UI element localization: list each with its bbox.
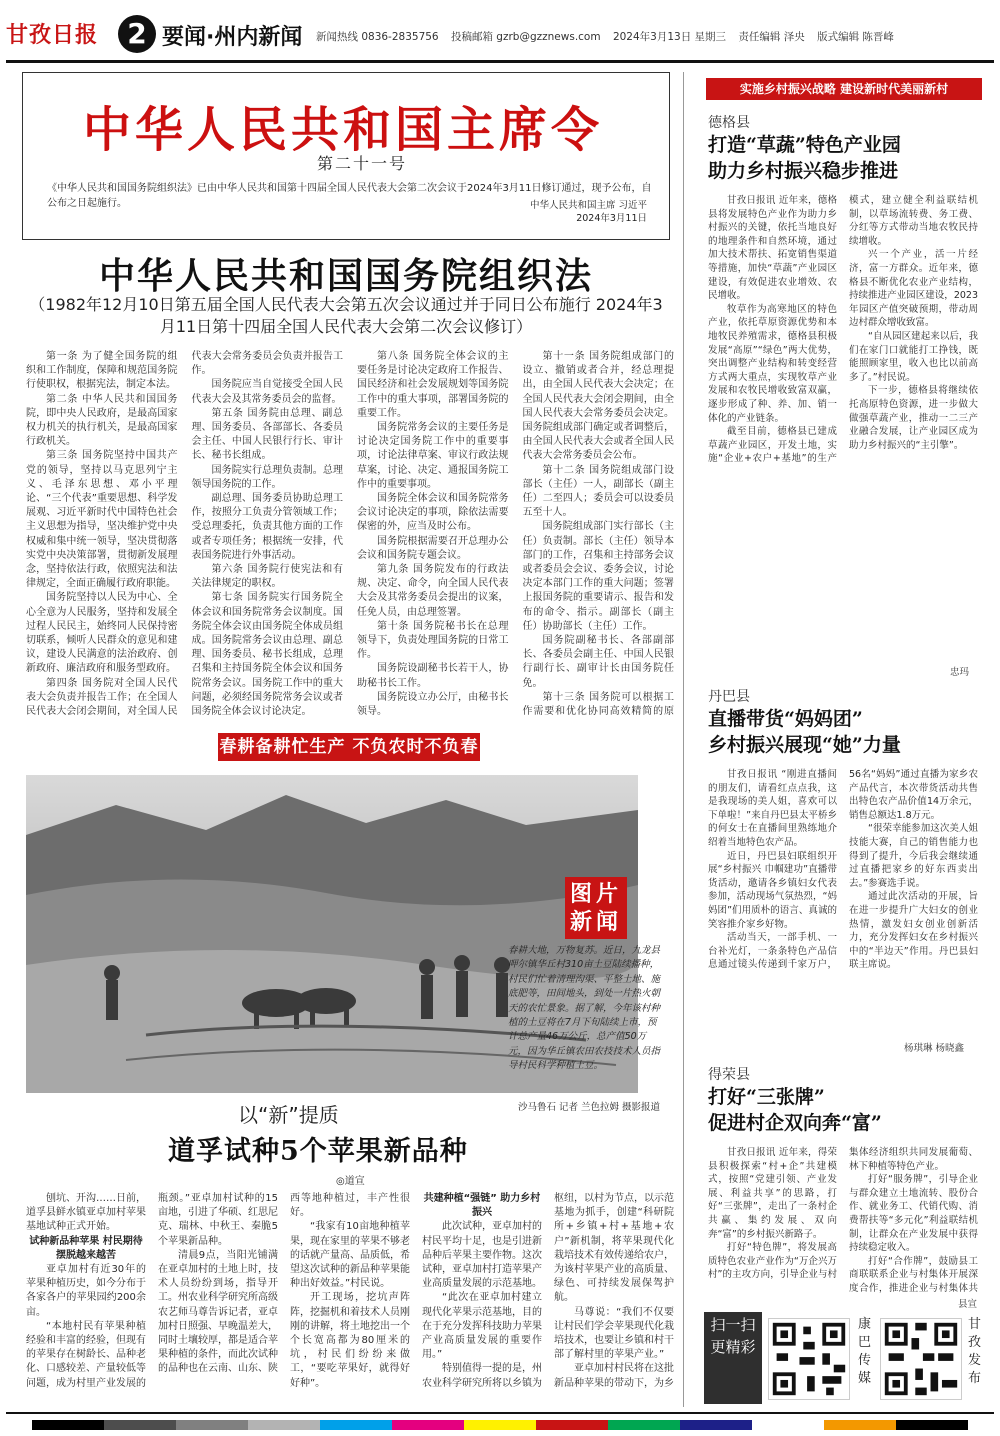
paragraph: 近日，丹巴县妇联组织开展“乡村振兴 巾帼建功”直播带货活动，邀请各乡镇妇女代表参加，活动现场气氛热烈，“妈妈团”们用质朴的语言、真诚的笑容推介家乡好物。 [708, 850, 837, 930]
paragraph: 牧草作为高寒地区的特色产业，依托草原资源优势和本地牧民养殖需求，德格县积极发展“高原”“绿色”两大优势，突出调整产业结构和转变经营方式两大重点，实现牧草产业发展和农牧民增收致富双赢，逐步形成了种、养、加、销一体化的产业链条。 [708, 303, 837, 424]
paragraph: 第三条 国务院坚持中国共产党的领导，坚持以马克思列宁主义、毛泽东思想、邓小平理论、“三个代表”重要思想、科学发展观、习近平新时代中国特色社会主义思想为指导，坚决维护党中央权威和集中统一领导，坚决贯彻落实党中央决策部署，贯彻新发展理念，坚持依法行政，依照宪法和法律规定，全面正确履行政府职能。 [26, 450, 178, 590]
paragraph: 副总理、国务委员协助总理工作，按照分工负责分管领域工作；受总理委托，负责其他方面的工作或者专项任务；根据统一安排，代表国务院进行外事活动。 [191, 493, 343, 561]
paragraph: “很荣幸能参加这次美人姐技能大赛，自己的销售能力也得到了提升，今后我会继续通过直播把家乡的好东西卖出去。”参赛选手说。 [849, 823, 978, 889]
decree-text: 《中华人民共和国国务院组织法》已由中华人民共和国第十四届全国人民代表大会第二次会议于2024年3月11日修订通过，现予公布，自公布之日起施行。 [47, 183, 652, 209]
spring-farming-banner: 春耕备耕忙生产 不负农时不负春 [218, 733, 480, 761]
paragraph: 第一条 为了健全国务院的组织和工作制度，保障和规范国务院行使职权，根据宪法，制定本法。 [26, 351, 178, 391]
paragraph: 国务院坚持以人民为中心、全心全意为人民服务，坚持和发展全过程人民民主，始终同人民保持密切联系，倾听人民群众的意见和建议，建设人民满意的法治政府、创新政府、廉洁政府和服务型政府。 [26, 592, 178, 675]
paragraph: 第二条 中华人民共和国国务院，即中央人民政府，是最高国家权力机关的执行机关，是最高国家行政机关。 [26, 393, 178, 448]
paragraph: 第十一条 国务院组成部门的设立、撤销或者合并，经总理提出，由全国人民代表大会决定；在全国人民代表大会闭会期间，由全国人民代表大会常务委员会决定。国务院组成部门确定或者调整后，由全国人民代表大会或者全国人民代表大会常务委员会公布。 [522, 351, 674, 462]
photo-credit: 沙马鲁石 记者 兰色拉姆 摄影报道 [517, 1102, 660, 1113]
color-swatch [320, 1420, 392, 1430]
paragraph: “我家有10亩地种植苹果，现在家里的苹果不够老的话就产量高、品质低，希望这次试种的新品种苹果能种出好效益。”村民说。 [290, 1221, 410, 1290]
story1-county: 德格县 [708, 115, 750, 131]
story1-title [708, 132, 901, 184]
responsible-editor: 责任编辑 泽央 [738, 31, 805, 43]
color-swatch [536, 1420, 608, 1430]
decree-signer: 中华人民共和国主席 习近平 [529, 200, 647, 211]
photo-caption: 春耕大地，万物复苏。近日，九龙县呷尔镇华丘村310亩土豆陆续播种，村民们忙着清理沟渠、平整土地、施底肥等，田间地头，到处一片热火朝天的农忙景象。据了解，今年该村种植的土豆将在7月下旬陆续上市，预计总产量46万公斤，总产值50万元，因为华丘镇农田农技技术人员指导村民科学种植土豆。 [508, 945, 661, 1072]
color-swatch [176, 1420, 248, 1430]
paragraph: 兴一个产业，活一片经济，富一方群众。近年来，德格县不断优化农业产业结构，持续推进产业园区建设，2023年园区产值突破预期，带动周边村群众增收致富。 [849, 249, 978, 329]
paragraph: 下一步，德格县将继续依托高原特色资源，进一步做大做强草蔬产业，推动一二三产业融合发展，让产业园区成为助力乡村振兴的“主引擎”。 [849, 385, 978, 451]
paragraph: 第五条 国务院由总理、副总理、国务委员、各部部长、各委员会主任、中国人民银行行长、审计长、秘书长组成。 [191, 407, 343, 462]
apple-story-body [26, 1192, 674, 1404]
color-swatch [392, 1420, 464, 1430]
story2-body [708, 768, 978, 1038]
paragraph: 此次试种，亚卓加村的村民平均十足，也是引进新品种后苹果主要作物。这次试种，亚卓加村打造苹果产业高质量发展的示范基地。 [422, 1221, 542, 1290]
decree-title: 中华人民共和国主席令 [83, 102, 604, 158]
story3-signature: 县宣 [958, 1299, 978, 1310]
paragraph: 国务院根据需要召开总理办公会议和国务院专题会议。 [357, 535, 509, 561]
paragraph: 试种新品种苹果 村民期待摆脱越来越苦 [29, 1235, 143, 1261]
newspaper-logo: 甘孜日报 [6, 22, 99, 48]
paragraph: “自从园区建起来以后，我们在家门口就能打工挣钱，既能照顾家里，收入也比以前高多了。”村民说。 [849, 330, 978, 383]
paragraph: 第十条 国务院秘书长在总理领导下，负责处理国务院的日常工作。 [357, 620, 509, 661]
submission-email: 投稿邮箱 gzrb@gzznews.com [450, 31, 601, 43]
paragraph: 活动当天，一部手机、一台补光灯，一条条特色产品信息通过镜头传递到千家万户，56名“妈妈”通过直播为家乡农产品代言，本次带货活动共售出特色农产品价值14万余元，销售总额达1.8万元。 [708, 769, 978, 971]
color-swatch [248, 1420, 320, 1430]
paragraph: 清晨9点，当阳光铺满在亚卓加村的土地上时，技术人员纷纷到场，指导开工。州农业科学研究所高级农艺师马尊告诉记者，亚卓加村日照强、早晚温差大，同时土壤较厚，都是适合苹果种植的条件，而此次试种的品种也在云南、山东、陕西等地种植过，丰产性很好。 [158, 1193, 410, 1375]
story3-title-line2: 促进村企双向奔“富” [708, 1112, 882, 1134]
color-swatch [752, 1420, 824, 1430]
story1-body [708, 194, 978, 662]
paragraph: 第十二条 国务院组成部门设部长（主任）一人，副部长（副主任）二至四人；委员会可以设委员五至十人。 [522, 464, 674, 519]
paragraph: 国务院副秘书长、各部副部长、各委员会副主任、中国人民银行副行长、副审计长由国务院任免。 [522, 635, 674, 689]
bottom-rule [6, 1412, 994, 1414]
qr-label-kangba-media: 康巴传媒 [858, 1317, 872, 1386]
page-number: 2 [118, 15, 156, 53]
paragraph: 亚卓加村村民将在这批新品种苹果的带动下，为乡 [554, 1363, 674, 1389]
paragraph: “本地村民有苹果种植经验和丰富的经验，但现有的苹果存在树龄长、品种老化、口感较差、产量较低等问题，成为村里产业发展的瓶颈。”亚卓加村试种的15亩地，引进了华硕、红思尼克、瑞林、中秋王、秦脆5个苹果新品种。 [26, 1193, 278, 1389]
paragraph: 马尊说：“我们不仅要让村民们学会苹果现代化栽培技术，也要让乡镇和村干部了解村里的苹果产业。” [554, 1306, 674, 1361]
story3-title-line1: 打好“三张牌” [708, 1086, 825, 1108]
story1-signature: 忠玛 [950, 667, 970, 678]
paragraph: 打好“服务牌”，引导企业与群众建立土地流转、股份合作、就业务工、代销代购、消费帮扶等“多元化”利益联结机制，让群众在产业发展中获得持续稳定收入。 [849, 1174, 978, 1254]
decree-date: 2024年3月11日 [576, 213, 647, 224]
law-subtitle: （1982年12月10日第五届全国人民代表大会第五次会议通过并于同日公布施行 2024年3月11日第十四届全国人民代表大会第二次会议修订） [29, 295, 663, 336]
paragraph: 刨坑、开沟……日前，道孚县鲜水镇亚卓加村苹果基地试种正式开始。 [26, 1193, 146, 1233]
paragraph: 国务院组成部门实行部长（主任）负责制。部长（主任）领导本部门的工作，召集和主持部务会议或者委员会会议、委务会议，讨论决定本部门工作的重大问题；签署上报国务院的重要请示、报告和发布的命令、指示。副部长（副主任）协助部长（主任）工作。 [522, 521, 674, 632]
apple-story-byline: ◎道宣 [336, 1176, 365, 1187]
issue-date: 2024年3月13日 星期三 [612, 31, 727, 43]
masthead-meta [316, 29, 903, 44]
story2-title-line1: 直播带货“妈妈团” [708, 708, 863, 730]
paragraph: 国务院实行总理负责制。总理领导国务院的工作。 [191, 464, 343, 490]
paragraph: 开工现场，挖坑声阵阵，挖掘机和着技术人员刚刚的讲解，将土地挖出一个个长宽高都为80厘米的坑，村民们纷纷来做工，“要吃苹果好，就得好好种”。 [290, 1292, 410, 1389]
apple-story-kicker: 以“新”提质 [238, 1103, 339, 1127]
paragraph: 国务院设副秘书长若干人，协助秘书长工作。 [357, 663, 509, 689]
paragraph: 打好“合作牌”，鼓励县工商联联系企业与村集体开展深度合作，推进企业与村集体共 [849, 1255, 978, 1294]
story3-body [708, 1146, 978, 1296]
news-hotline: 新闻热线 0836-2835756 [316, 31, 439, 43]
paragraph: 第八条 国务院全体会议的主要任务是讨论决定政府工作报告、国民经济和社会发展规划等国务院工作中的重大事项，部署国务院的重要工作。 [357, 351, 509, 419]
story2-county: 丹巴县 [708, 689, 750, 705]
ganzi-release-qr-icon[interactable] [880, 1318, 962, 1400]
paragraph: 特别值得一提的是，州农业科学研究所将以乡镇为枢纽，以村为节点，以示范基地为抓手，创建“科研院所+乡镇+村+基地+农户”新机制，将苹果现代化栽培技术有效传递给农户，为该村苹果产业的高质量、绿色、可持续发展保驾护航。 [422, 1193, 674, 1389]
paragraph: 甘孜日报讯 近年来，得荣县积极探索“村+企”共建模式，按照“党建引领、产业发展、利益共享”的思路，打好“三张牌”，走出了一条村企共赢、集约发展、双向奔“富”的乡村振兴新路子。 [708, 1147, 837, 1240]
paragraph: “此次在亚卓加村建立现代化苹果示范基地，目的在于充分发挥科技助力苹果产业高质量发展的重要作用。” [422, 1292, 542, 1361]
paragraph: 通过此次活动的开展，旨在进一步提升广大妇女的创业热情，激发妇女创业创新活力，充分发挥妇女在乡村振兴中的“半边天”作用。丹巴县妇联主席说。 [849, 891, 978, 971]
color-swatch [464, 1420, 536, 1430]
top-rule [6, 60, 994, 63]
paragraph: 第九条 国务院发布的行政法规、决定、命令，向全国人民代表大会及其常务委员会提出的议案，任免人员，由总理签署。 [357, 564, 509, 618]
masthead [0, 0, 1000, 62]
story2-title [708, 706, 901, 758]
paragraph: 共建种植“强链” 助力乡村振兴 [423, 1193, 541, 1219]
paragraph: 国务院常务会议的主要任务是讨论决定国务院工作中的重要事项，讨论法律草案、审议行政法规草案，讨论、决定、通报国务院工作中的重要事项。 [357, 422, 509, 490]
qr-strip [704, 1312, 988, 1404]
story2-title-line2: 乡村振兴展现“她”力量 [708, 734, 901, 756]
paragraph: 国务院设立办公厅，由秘书长领导。 [357, 691, 509, 718]
paragraph: 国务院全体会议和国务院常务会议讨论决定的事项，除依法需要保密的外，应当及时公布。 [357, 493, 509, 533]
paragraph: 第十三条 国务院可以根据工作需要和优化协同高效精简的原 [522, 691, 674, 718]
law-body [26, 350, 674, 725]
paragraph: 第七条 国务院实行国务院全体会议和国务院常务会议制度。国务院全体会议由国务院全体成员组成。国务院常务会议由总理、副总理、国务委员、秘书长组成，总理召集和主持国务院全体会议和国务院常务会议。国务院工作中的重大问题，必须经国务院常务会议或者国务院全体会议讨论决定。 [191, 592, 343, 718]
story2-signature: 杨琪琳 杨晓鑫 [904, 1043, 965, 1054]
color-swatch [32, 1420, 104, 1430]
decree-signature [497, 199, 647, 225]
paragraph: 甘孜日报讯 近年来，德格县将发展特色产业作为助力乡村振兴的关键，依托当地良好的地理条件和自然环境，通过加大技术帮扶、拓宽销售渠道等措施，加快“草蔬”产业园区建设，有效促进农业增效、农民增收。 [708, 195, 837, 302]
color-swatch [896, 1420, 968, 1430]
paragraph: 第四条 国务院对全国人民代表大会负责并报告工作；在全国人民代表大会闭会期间，对全国人民代表大会常务委员会负责并报告工作。 [26, 351, 343, 718]
color-swatch [104, 1420, 176, 1430]
paragraph: 打好“特色牌”，将发展高质特色农业产业作为“万企兴万村”的主攻方向，引导企业与村集体经济组织共同发展葡萄、林下种植等特色产业。 [708, 1147, 978, 1281]
law-title: 中华人民共和国国务院组织法 [98, 255, 593, 297]
apple-story-title: 道孚试种5个苹果新品种 [168, 1136, 468, 1167]
paragraph: 第六条 国务院行使宪法和有关法律规定的职权。 [191, 564, 343, 590]
presidential-decree [22, 72, 670, 240]
column-divider [683, 72, 684, 1407]
kangba-media-qr-icon[interactable] [768, 1318, 850, 1400]
paragraph: 甘孜日报讯 “刚进直播间的朋友们，请看红点点我，这是我现场的美人姐，喜欢可以下单啦！”来自丹巴县太平桥乡的何女士在直播间里熟练地介绍着当地特色农产品。 [708, 769, 837, 848]
story3-title [708, 1084, 882, 1136]
story1-title-line2: 助力乡村振兴稳步推进 [708, 160, 899, 182]
color-swatch [608, 1420, 680, 1430]
paragraph: 国务院应当自觉接受全国人民代表大会及其常务委员会的监督。 [191, 379, 343, 405]
paragraph: 截至目前，德格县已建成草蔬产业园区，开发土地，实施“企业+农户+基地”的生产模式，建立健全利益联结机制，以草场流转费、务工费、分红等方式带动当地农牧民持续增收。 [708, 195, 978, 465]
decree-number: 第二十一号 [317, 154, 408, 173]
color-swatch [680, 1420, 752, 1430]
layout-editor: 版式编辑 陈晋峰 [817, 31, 894, 43]
story1-title-line1: 打造“草蔬”特色产业园 [708, 134, 901, 156]
print-color-bar [32, 1420, 968, 1430]
scan-label: 扫一扫更精彩 [704, 1312, 762, 1404]
section-title: 要闻·州内新闻 [162, 25, 303, 50]
photo-news-tag: 图片新闻 [565, 877, 627, 939]
color-swatch [824, 1420, 896, 1430]
paragraph: 亚卓加村有近30年的苹果种植历史，如今分布于各家各户的苹果园约200余亩。 [26, 1264, 146, 1318]
story3-county: 得荣县 [708, 1067, 750, 1083]
rural-revitalization-banner: 实施乡村振兴战略 建设新时代美丽新村 [706, 78, 982, 100]
qr-label-ganzi-release: 甘孜发布 [968, 1317, 982, 1386]
